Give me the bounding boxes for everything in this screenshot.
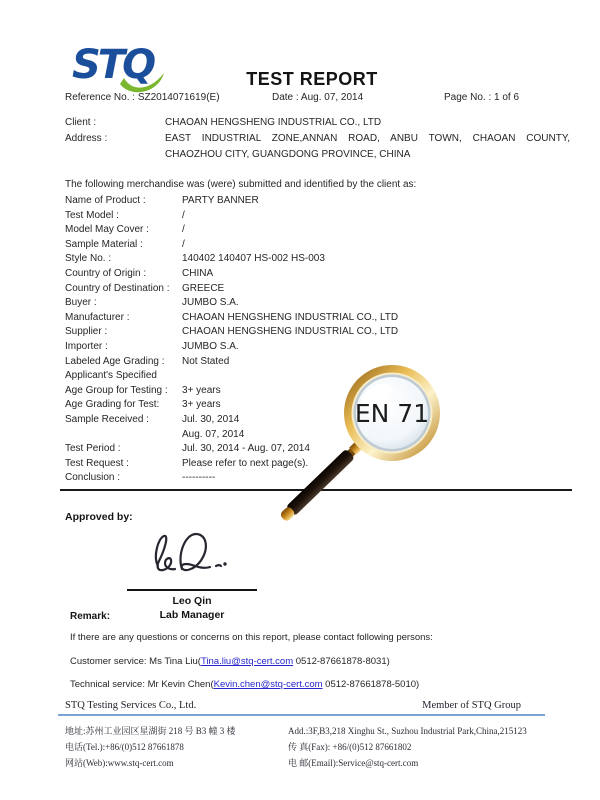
technical-service-line <box>70 679 419 690</box>
merchandise-label: Name of Product : <box>65 195 146 206</box>
merchandise-value: 140402 140407 HS-002 HS-003 <box>182 253 325 265</box>
merchandise-label: Test Request : <box>65 457 129 469</box>
merchandise-value: 3+ years <box>182 399 221 411</box>
footer-fax: 传 真(Fax): +86/(0)512 87661802 <box>288 742 412 752</box>
merchandise-value: PARTY BANNER <box>182 195 259 206</box>
approved-by-label: Approved by: <box>65 511 133 523</box>
footer-divider <box>58 714 545 716</box>
merchandise-intro: The following merchandise was (were) submitted and identified by the client as: <box>65 179 417 190</box>
customer-service-email-link[interactable]: Tina.liu@stq-cert.com <box>200 656 294 667</box>
technical-service-suffix: 0512-87661878-5010) <box>322 679 420 690</box>
reference-row <box>0 92 600 106</box>
footer-email: 电 邮(Email):Service@stq-cert.com <box>288 758 419 768</box>
signer-name: Leo Qin <box>172 595 212 607</box>
client-value: CHAOAN HENGSHENG INDUSTRIAL CO., LTD <box>165 117 382 128</box>
en71-magnifier-stamp-icon <box>250 352 500 537</box>
merchandise-row <box>65 209 570 224</box>
footer-address-cn: 地址:苏州工业园区星湖街 218 号 B3 幢 3 楼 <box>65 726 236 736</box>
address-label: Address : <box>65 133 108 144</box>
merchandise-label: Sample Material : <box>65 238 143 250</box>
merchandise-label: Supplier : <box>65 326 108 338</box>
technical-service-prefix: Technical service: Mr Kevin Chen( <box>70 679 214 690</box>
merchandise-value: Jul. 30, 2014 - Aug. 07, 2014 <box>182 443 310 455</box>
merchandise-value: GREECE <box>182 282 225 294</box>
merchandise-label <box>65 428 182 443</box>
merchandise-row <box>65 296 570 311</box>
merchandise-value: Jul. 30, 2014 <box>182 413 240 425</box>
signature-stroke <box>156 534 221 570</box>
footer-address-row <box>65 723 577 739</box>
signature-line <box>127 589 257 591</box>
merchandise-row <box>65 282 570 297</box>
merchandise-value: CHAOAN HENGSHENG INDUSTRIAL CO., LTD <box>182 311 399 323</box>
merchandise-row <box>65 325 570 340</box>
merchandise-value: Not Stated <box>182 355 230 367</box>
footer-phone-row <box>65 739 577 755</box>
footer-web-row <box>65 755 577 771</box>
footer-company-name: STQ Testing Services Co., Ltd. <box>65 700 197 711</box>
merchandise-label: Conclusion : <box>65 472 121 484</box>
merchandise-label: Importer : <box>65 340 108 352</box>
merchandise-value: Please refer to next page(s). <box>182 457 309 469</box>
page-title: TEST REPORT <box>246 69 378 89</box>
signature-dot <box>223 562 226 565</box>
customer-service-suffix: 0512-87661878-8031) <box>293 656 390 667</box>
footer-web: 网站(Web):www.stq-cert.com <box>65 758 174 768</box>
merchandise-label: Age Grading for Test: <box>65 399 160 411</box>
reference-number: Reference No. : SZ2014071619(E) <box>65 92 220 103</box>
page-number: Page No. : 1 of 6 <box>444 92 520 103</box>
merchandise-label: Test Period : <box>65 443 121 455</box>
merchandise-label: Labeled Age Grading : <box>65 355 165 367</box>
merchandise-value: / <box>182 209 185 221</box>
merchandise-value: 3+ years <box>182 384 221 396</box>
merchandise-value: ---------- <box>182 472 216 484</box>
signature-handwriting <box>146 525 236 579</box>
footer-membership: Member of STQ Group <box>422 700 521 711</box>
client-row <box>65 115 570 131</box>
merchandise-value: / <box>182 224 185 236</box>
merchandise-value: CHINA <box>182 267 214 279</box>
magnifier-handle <box>278 441 363 523</box>
address-value: EAST INDUSTRIAL ZONE,ANNAN ROAD, ANBU TOWN, CHAOAN COUNTY, CHAOZHOU CITY, GUANGDONG PROVINCE, CHINA <box>165 133 570 160</box>
technical-service-email-link[interactable]: Kevin.chen@stq-cert.com <box>213 679 323 690</box>
customer-service-line <box>70 656 390 667</box>
merchandise-value: Aug. 07, 2014 <box>182 428 245 440</box>
merchandise-row <box>65 311 570 326</box>
merchandise-row <box>65 194 570 209</box>
client-block <box>65 115 570 163</box>
merchandise-label: Country of Destination : <box>65 282 170 294</box>
customer-service-prefix: Customer service: Ms Tina Liu( <box>70 656 201 667</box>
merchandise-label: Country of Origin : <box>65 267 147 279</box>
merchandise-value: / <box>182 238 185 250</box>
merchandise-label: Sample Received : <box>65 413 149 425</box>
merchandise-row <box>65 223 570 238</box>
merchandise-label: Manufacturer : <box>65 311 130 323</box>
contact-intro: If there are any questions or concerns on this report, please contact following persons: <box>70 632 433 643</box>
stamp-text: EN 71 <box>354 399 430 428</box>
logo-text: STQ <box>72 42 154 88</box>
merchandise-label: Test Model : <box>65 209 119 221</box>
report-date: Date : Aug. 07, 2014 <box>272 92 364 103</box>
merchandise-label: Model May Cover : <box>65 224 149 236</box>
footer-contact-block <box>65 723 577 771</box>
footer-tel: 电话(Tel.):+86/(0)512 87661878 <box>65 742 184 752</box>
merchandise-row <box>65 238 570 253</box>
merchandise-value: JUMBO S.A. <box>182 297 239 309</box>
remark-label: Remark: <box>70 611 111 622</box>
merchandise-row <box>65 252 570 267</box>
signer-title: Lab Manager <box>159 609 225 621</box>
merchandise-value: JUMBO S.A. <box>182 340 239 352</box>
merchandise-label: Age Group for Testing : <box>65 384 168 396</box>
footer-address-en: Add.:3F,B3,218 Xinghu St., Suzhou Industrial Park,China,215123 <box>288 726 527 736</box>
merchandise-value: CHAOAN HENGSHENG INDUSTRIAL CO., LTD <box>182 326 399 338</box>
merchandise-label: Buyer : <box>65 297 97 309</box>
merchandise-label: Applicant's Specified <box>65 370 157 382</box>
address-row <box>65 131 570 163</box>
client-label: Client : <box>65 117 97 128</box>
merchandise-row <box>65 267 570 282</box>
merchandise-label: Style No. : <box>65 253 112 265</box>
